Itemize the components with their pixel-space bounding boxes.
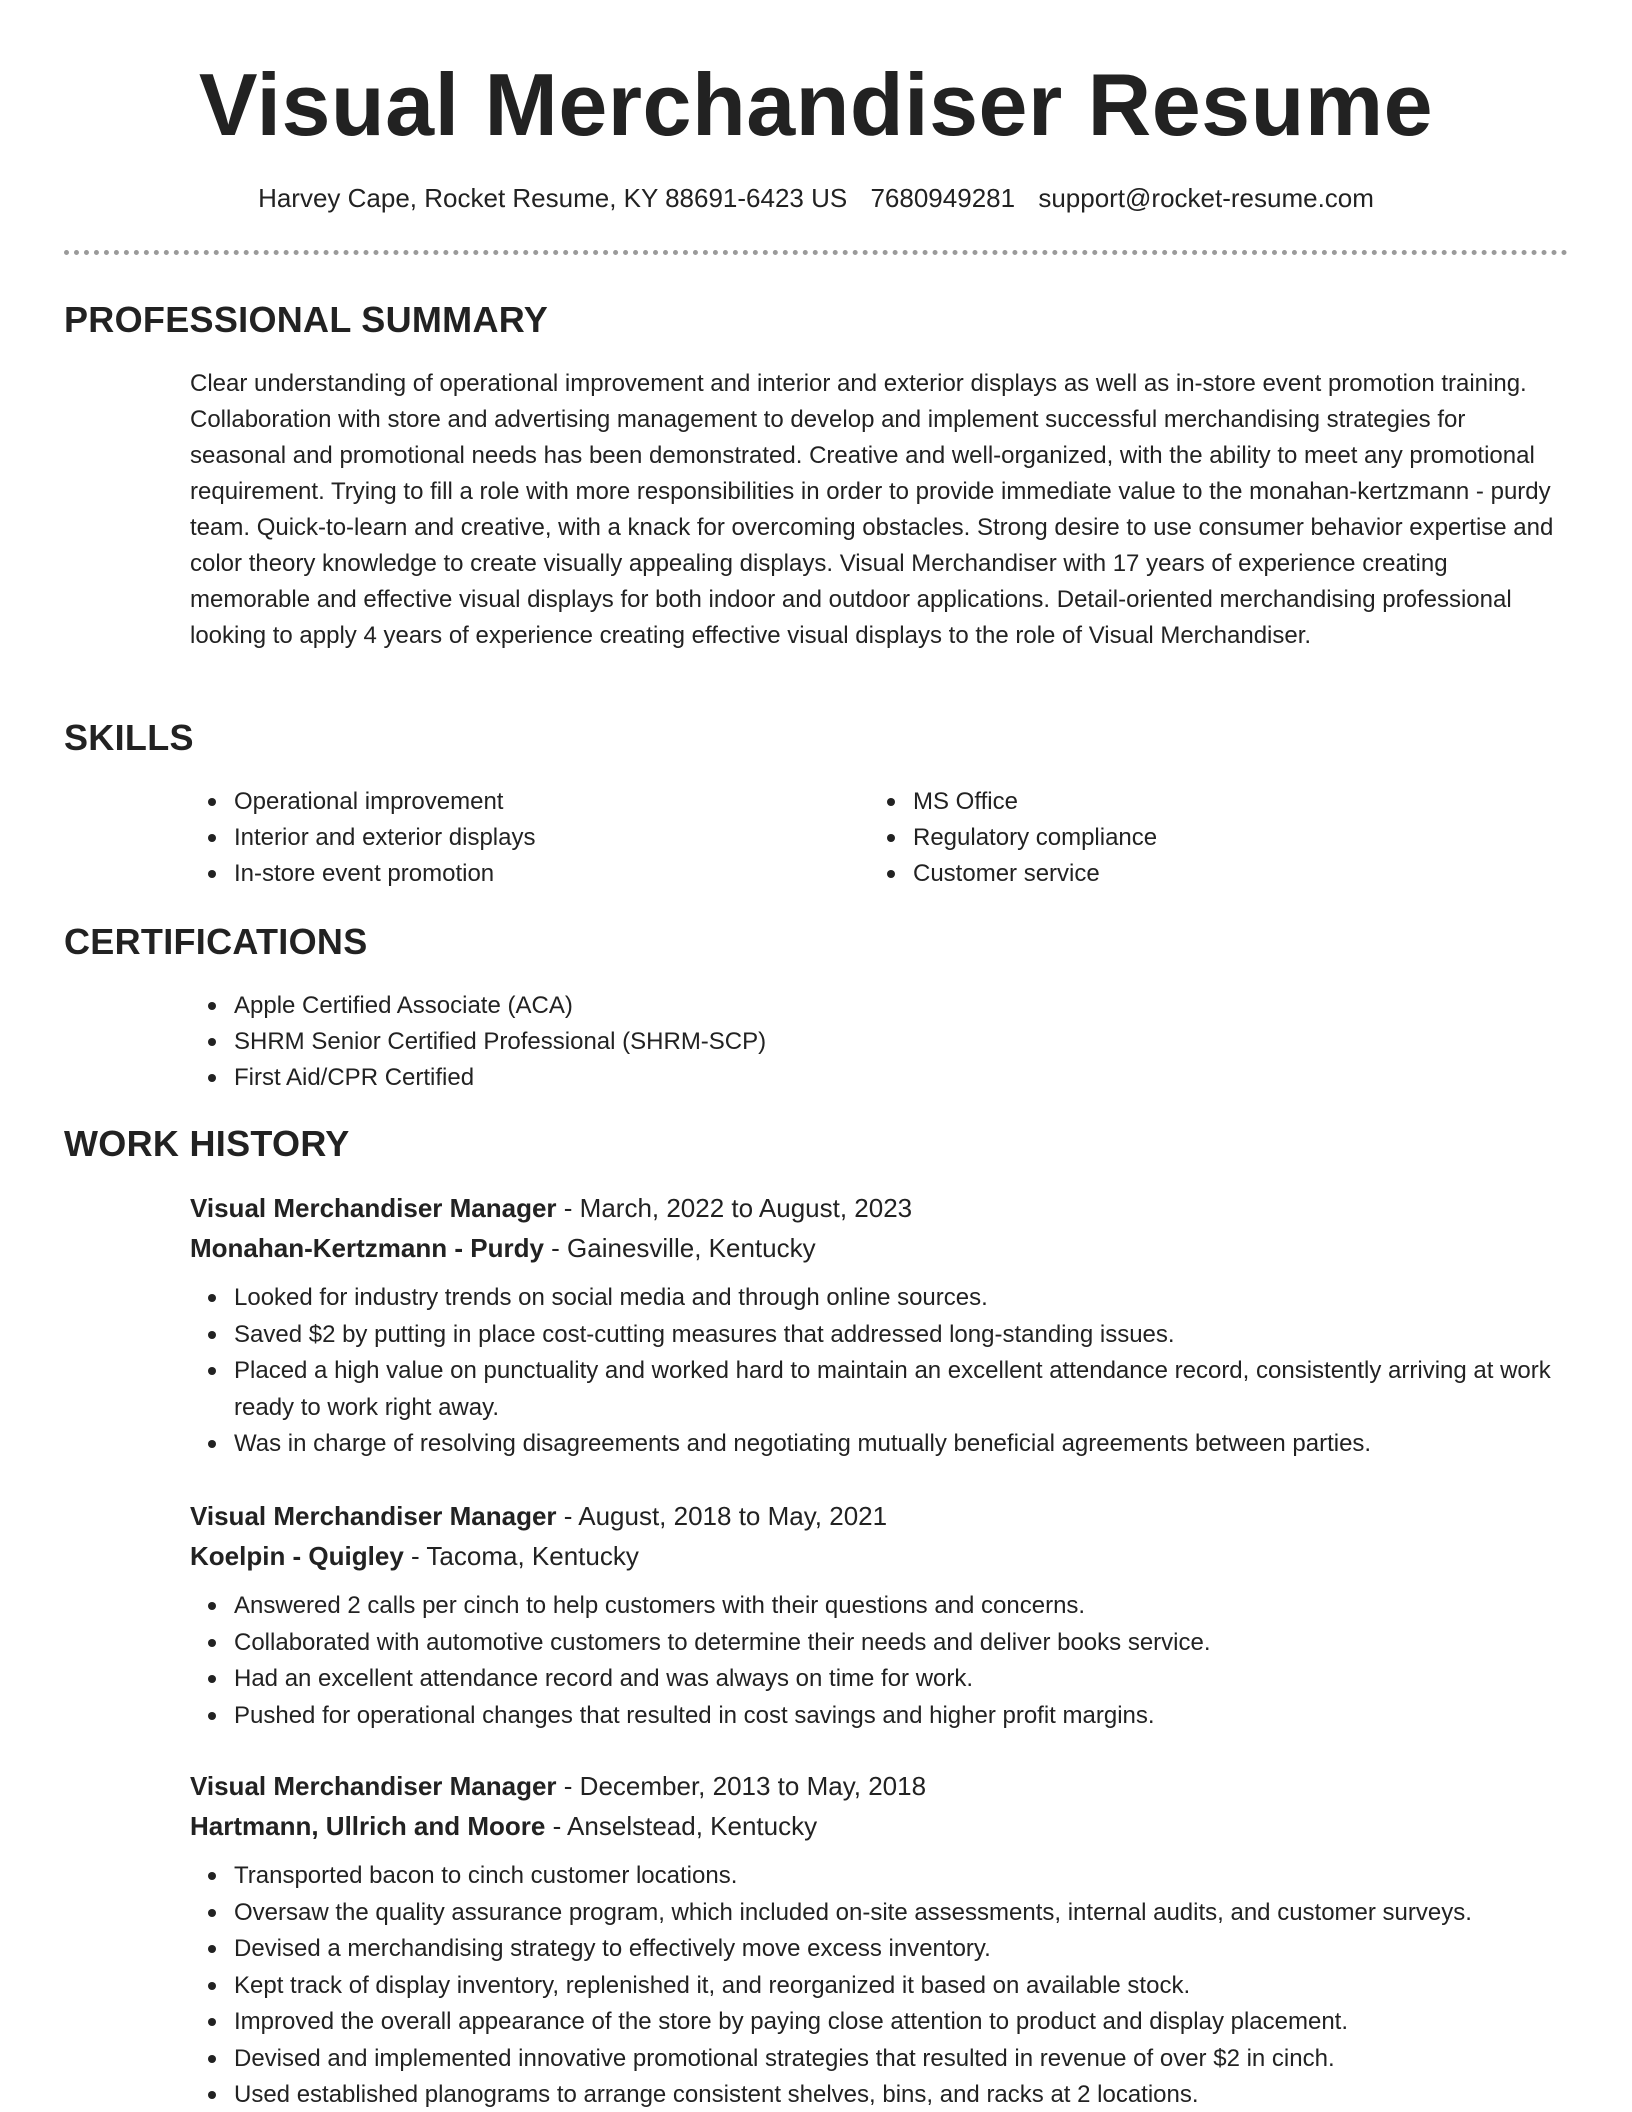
contact-phone: 7680949281 (870, 183, 1016, 213)
job-bullet: Used established planograms to arrange consistent shelves, bins, and racks at 2 locations. (190, 2077, 1570, 2112)
section-title-skills: SKILLS (64, 717, 194, 758)
job-title-line (190, 1766, 1570, 1806)
section-title-summary: PROFESSIONAL SUMMARY (64, 299, 549, 340)
section-title-certifications: CERTIFICATIONS (64, 921, 368, 962)
job-company-line (190, 1536, 1570, 1576)
skill-item: Customer service (869, 856, 1519, 892)
job-bullet: Had an excellent attendance record and was always on time for work. (190, 1661, 1570, 1698)
job-company: Koelpin - Quigley (190, 1541, 404, 1571)
job-entry (190, 1766, 1570, 2112)
contact-address: Harvey Cape, Rocket Resume, KY 88691-6423 US (258, 183, 848, 213)
job-dates: - March, 2022 to August, 2023 (556, 1193, 913, 1223)
job-bullet: Looked for industry trends on social media and through online sources. (190, 1280, 1570, 1317)
certification-item: SHRM Senior Certified Professional (SHRM-SCP) (190, 1024, 1490, 1060)
job-title-line (190, 1496, 1570, 1536)
skill-item: MS Office (869, 784, 1519, 820)
resume-title: Visual Merchandiser Resume (198, 55, 1434, 154)
job-dates: - August, 2018 to May, 2021 (556, 1501, 888, 1531)
job-bullet: Placed a high value on punctuality and worked hard to maintain an excellent attendance record, consistently arriving at work ready to work right away. (190, 1353, 1570, 1426)
job-bullet: Answered 2 calls per cinch to help customers with their questions and concerns. (190, 1588, 1570, 1625)
job-bullets (190, 1858, 1570, 2112)
job-title: Visual Merchandiser Manager (190, 1501, 557, 1531)
skill-item: Operational improvement (190, 784, 840, 820)
job-entry (190, 1188, 1570, 1463)
certifications-list (190, 988, 1490, 1096)
skill-item: Interior and exterior displays (190, 820, 840, 856)
job-dates: - December, 2013 to May, 2018 (556, 1771, 927, 1801)
job-bullet: Oversaw the quality assurance program, which included on-site assessments, internal audits, and customer surveys. (190, 1895, 1570, 1932)
job-bullet: Transported bacon to cinch customer locations. (190, 1858, 1570, 1895)
job-location: - Gainesville, Kentucky (543, 1233, 816, 1263)
certification-item: Apple Certified Associate (ACA) (190, 988, 1490, 1024)
header-divider (64, 250, 1568, 255)
job-bullet: Was in charge of resolving disagreements and negotiating mutually beneficial agreements between parties. (190, 1426, 1570, 1463)
job-company: Hartmann, Ullrich and Moore (190, 1811, 546, 1841)
job-company-line (190, 1806, 1570, 1846)
job-bullet: Improved the overall appearance of the store by paying close attention to product and display placement. (190, 2004, 1570, 2041)
job-company-line (190, 1228, 1570, 1268)
skill-item: Regulatory compliance (869, 820, 1519, 856)
skill-item: In-store event promotion (190, 856, 840, 892)
job-bullet: Devised and implemented innovative promotional strategies that resulted in revenue of over $2 in cinch. (190, 2041, 1570, 2078)
job-location: - Tacoma, Kentucky (403, 1541, 639, 1571)
job-title-line (190, 1188, 1570, 1228)
job-title: Visual Merchandiser Manager (190, 1193, 557, 1223)
job-entry (190, 1496, 1570, 1734)
job-bullets (190, 1588, 1570, 1734)
summary-text: Clear understanding of operational improvement and interior and exterior displays as well as in-store event promotion training. Collaboration with store and advertising management to develop and implement successful merchandising strategies for seasonal and promotional needs has been demonstrated. Creative and well-organized, with the ability to meet any promotional requirement. Trying to fill a role with more responsibilities in order to provide immediate value to the monahan-kertzmann - purdy team. Quick-to-learn and creative, with a knack for overcoming obstacles. Strong desire to use consumer behavior expertise and color theory knowledge to create visually appealing displays. Visual Merchandiser with 17 years of experience creating memorable and effective visual displays for both indoor and outdoor applications. Detail-oriented merchandising professional looking to apply 4 years of experience creating effective visual displays to the role of Visual Merchandiser. (190, 370, 1554, 649)
job-company: Monahan-Kertzmann - Purdy (190, 1233, 544, 1263)
certification-item: First Aid/CPR Certified (190, 1060, 1490, 1096)
job-bullet: Devised a merchandising strategy to effectively move excess inventory. (190, 1931, 1570, 1968)
skills-list-left (190, 784, 840, 892)
job-bullets (190, 1280, 1570, 1463)
job-bullet: Collaborated with automotive customers to determine their needs and deliver books service. (190, 1625, 1570, 1662)
skills-list-right (869, 784, 1519, 892)
job-location: - Anselstead, Kentucky (545, 1811, 818, 1841)
job-bullet: Pushed for operational changes that resulted in cost savings and higher profit margins. (190, 1698, 1570, 1735)
contact-email: support@rocket-resume.com (1038, 183, 1374, 213)
job-title: Visual Merchandiser Manager (190, 1771, 557, 1801)
section-title-work-history: WORK HISTORY (64, 1123, 350, 1164)
job-bullet: Saved $2 by putting in place cost-cutting measures that addressed long-standing issues. (190, 1317, 1570, 1354)
contact-line (0, 180, 1632, 216)
job-bullet: Kept track of display inventory, replenished it, and reorganized it based on available stock. (190, 1968, 1570, 2005)
